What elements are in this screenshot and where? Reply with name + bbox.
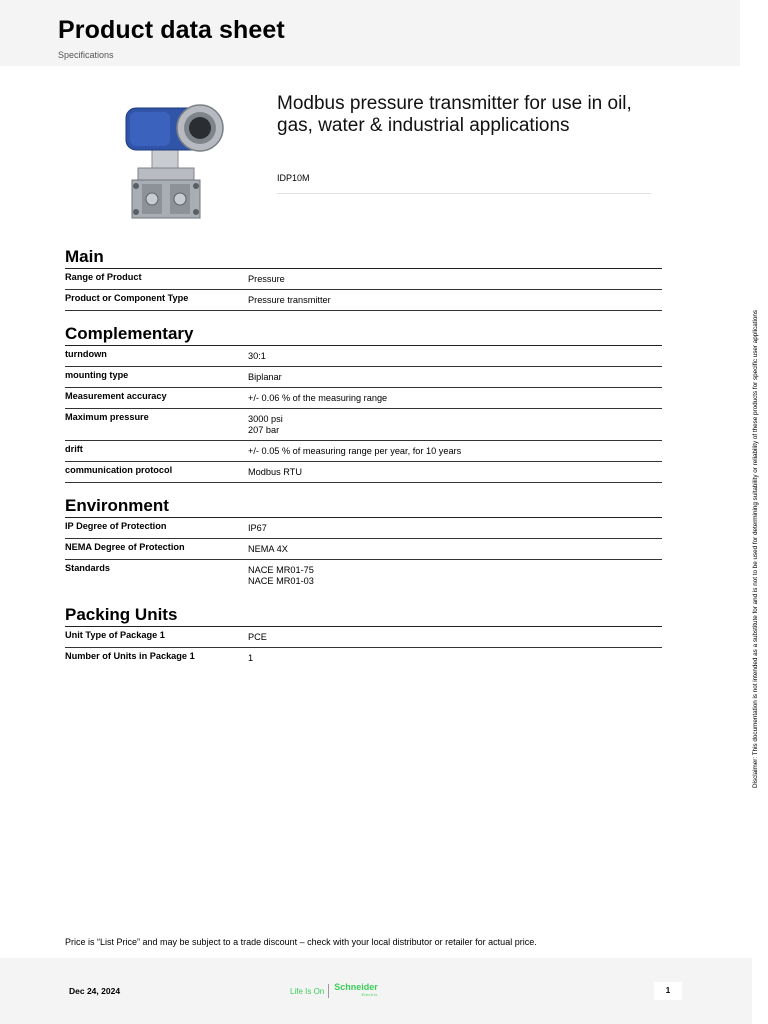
spec-value-line: 30:1	[248, 351, 266, 361]
spec-value-line: +/- 0.05 % of measuring range per year, for 10 years	[248, 446, 462, 456]
spec-value	[248, 271, 662, 286]
spec-value-line: +/- 0.06 % of the measuring range	[248, 393, 388, 403]
spec-value	[248, 411, 662, 437]
spec-table	[65, 626, 662, 669]
brand-subtitle: Electric	[361, 992, 378, 997]
spec-row	[65, 441, 662, 462]
section-main	[65, 246, 662, 311]
page-subtitle: Specifications	[58, 50, 114, 60]
footer-date: Dec 24, 2024	[69, 986, 121, 996]
spec-row	[65, 269, 662, 290]
spec-table	[65, 517, 662, 592]
spec-key: Measurement accuracy	[65, 391, 167, 401]
spec-row	[65, 290, 662, 311]
spec-key: Range of Product	[65, 272, 142, 282]
spec-value-line: 207 bar	[248, 425, 280, 435]
spec-value-line: IP67	[248, 523, 267, 533]
spec-value-line: NEMA 4X	[248, 544, 288, 554]
section-title: Packing Units	[65, 605, 178, 624]
brand-name	[334, 983, 378, 999]
spec-row	[65, 627, 662, 648]
spec-row	[65, 346, 662, 367]
spec-value	[248, 541, 662, 556]
section-title: Main	[65, 247, 104, 266]
section-complementary	[65, 323, 662, 483]
spec-row	[65, 560, 662, 592]
spec-key: Standards	[65, 563, 110, 573]
spec-row	[65, 409, 662, 441]
spec-row	[65, 462, 662, 483]
spec-table	[65, 268, 662, 311]
spec-value	[248, 464, 662, 479]
schneider-logo	[290, 983, 378, 999]
spec-table	[65, 345, 662, 483]
spec-value-line: NACE MR01-75	[248, 565, 314, 575]
section-title: Environment	[65, 496, 169, 515]
section-packing-units	[65, 604, 662, 669]
tagline: Life Is On	[290, 986, 325, 996]
spec-value	[248, 520, 662, 535]
spec-value-line: Pressure	[248, 274, 285, 284]
brand-wordmark: Schneider	[334, 982, 378, 992]
disclaimer: Disclaimer: This documentation is not intended as a substitute for and is not to be used for determining suitability or reliability of these products for specific user applications	[752, 310, 759, 788]
spec-key: Number of Units in Package 1	[65, 651, 195, 661]
spec-row	[65, 539, 662, 560]
spec-value	[248, 443, 662, 458]
section-environment	[65, 495, 662, 592]
spec-value-line: Pressure transmitter	[248, 295, 331, 305]
spec-row	[65, 367, 662, 388]
logo-divider	[328, 984, 329, 998]
spec-value-line: Modbus RTU	[248, 467, 302, 477]
product-reference: IDP10M	[277, 173, 310, 183]
divider	[277, 193, 651, 194]
spec-value	[248, 562, 662, 589]
spec-key: Maximum pressure	[65, 412, 149, 422]
spec-value	[248, 390, 662, 405]
pressure-transmitter-icon	[112, 96, 242, 226]
spec-value	[248, 650, 662, 666]
spec-key: Unit Type of Package 1	[65, 630, 165, 640]
spec-row	[65, 388, 662, 409]
spec-row	[65, 518, 662, 539]
spec-key: NEMA Degree of Protection	[65, 542, 185, 552]
spec-key: communication protocol	[65, 465, 173, 475]
spec-key: drift	[65, 444, 83, 454]
page-number: 1	[654, 982, 682, 1000]
section-title: Complementary	[65, 324, 194, 343]
spec-value	[248, 292, 662, 307]
spec-value	[248, 369, 662, 384]
spec-value	[248, 348, 662, 363]
spec-value-line: NACE MR01-03	[248, 576, 314, 586]
spec-value-line: 1	[248, 653, 254, 663]
spec-key: IP Degree of Protection	[65, 521, 167, 531]
spec-key: mounting type	[65, 370, 129, 380]
product-name: Modbus pressure transmitter for use in oil, gas, water & industrial applications	[277, 93, 632, 136]
spec-value	[248, 629, 662, 644]
spec-key: turndown	[65, 349, 107, 359]
page-title: Product data sheet	[58, 16, 285, 44]
spec-row	[65, 648, 662, 669]
spec-value-line: Biplanar	[248, 372, 282, 382]
spec-value-line: PCE	[248, 632, 267, 642]
spec-value-line: 3000 psi	[248, 414, 283, 424]
price-note: Price is “List Price” and may be subject to a trade discount – check with your local distributor or retailer for actual price.	[65, 937, 537, 947]
spec-key: Product or Component Type	[65, 293, 189, 303]
product-image	[112, 96, 242, 226]
